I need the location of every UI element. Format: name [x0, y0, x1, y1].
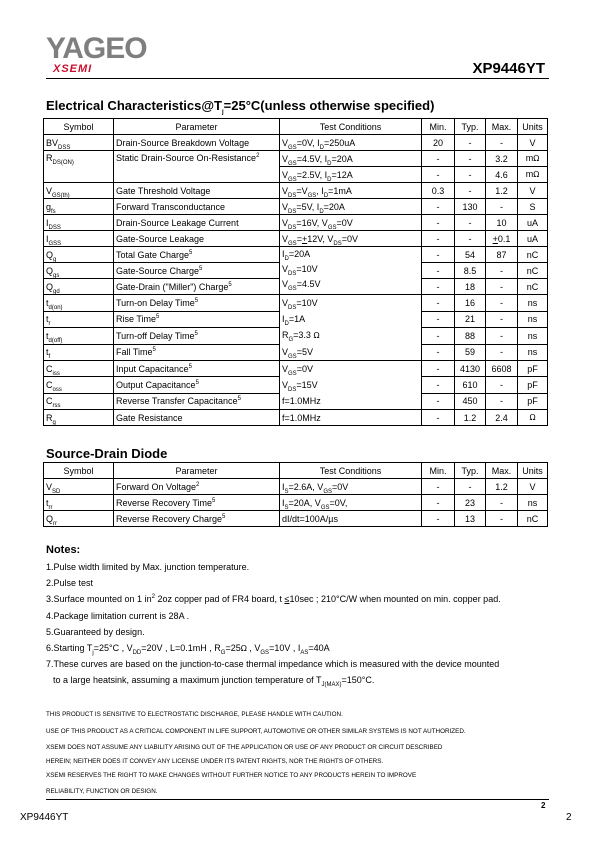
- legal-line: XSEMI DOES NOT ASSUME ANY LIABILITY ARISING OUT OF THE APPLICATION OR USE OF ANY PRODUCT OR CIRCUIT DESCRIBED: [46, 744, 443, 751]
- sd-title: Source-Drain Diode: [46, 446, 168, 461]
- table-row: $C_{rss}$ Reverse Transfer Capacitance$^5$ - 450 - pF: [44, 393, 548, 409]
- col-header: Test Conditions: [280, 119, 422, 135]
- company-logo-sub: XSEMI: [53, 63, 93, 75]
- col-header: Parameter: [114, 463, 280, 479]
- note-7-cont: to a large heatsink, assuming a maximum junction temperature of $T_{J(MAX)}=150^\circ C$.: [53, 675, 375, 688]
- table-header-row: [44, 463, 548, 479]
- footer-divider: [46, 799, 549, 800]
- table-row: $t_{rr}$ Reverse Recovery Time$^5$ $I_S=20A$, $V_{GS}=0V$, - 23 - ns: [44, 495, 548, 511]
- table-row: $t_{d(off)}$ Turn-off Delay Time$^5$ - 88 - ns: [44, 328, 548, 345]
- legal-line: THIS PRODUCT IS SENSITIVE TO ELECTROSTATIC DISCHARGE, PLEASE HANDLE WITH CAUTION.: [46, 711, 343, 718]
- legal-line: RELIABILITY, FUNCTION OR DESIGN.: [46, 788, 158, 795]
- table-row: $V_{GS}=2.5V$, $I_D=12A$ - - 4.6 mΩ: [44, 167, 548, 183]
- note-5: 5.Guaranteed by design.: [46, 627, 145, 637]
- col-header: Min.: [422, 463, 455, 479]
- col-header: Min.: [422, 119, 455, 135]
- col-header: Units: [518, 463, 548, 479]
- ec-title: Electrical $Characteristics@T_j=25^\circ C(unless$ otherwise specified): [46, 98, 435, 116]
- source-drain-table: [43, 462, 548, 527]
- part-number-header: XP9446YT: [472, 60, 545, 77]
- note-2: 2.Pulse test: [46, 578, 94, 588]
- legal-line: HEREIN; NEITHER DOES IT CONVEY ANY LICENSE UNDER ITS PATENT RIGHTS, NOR THE RIGHTS OF OTHERS.: [46, 758, 384, 765]
- table-row: $Q_{gd}$ Gate-Drain ("Miller") Charge$^5$ - 18 - nC: [44, 279, 548, 295]
- col-header: Typ.: [455, 119, 486, 135]
- table-row: $t_r$ Rise Time$^5$ - 21 - ns: [44, 311, 548, 328]
- table-row: $Q_{gs}$ Gate-Source Charge$^5$ - 8.5 - nC: [44, 263, 548, 279]
- table-row: $t_{d(on)}$ Turn-on Delay Time$^5$ $V_{DS}=10V$ $I_D=1A$ $R_G=3.3$ Ω $V_{GS}=5V$ - 16 - ns: [44, 295, 548, 312]
- header-divider: [46, 78, 549, 79]
- col-header: Symbol: [44, 119, 114, 135]
- table-row: $BV_{DSS}$ Drain-Source Breakdown Voltage $V_{GS}=0V$, $I_D=250uA$ 20 - - V: [44, 135, 548, 151]
- notes-title: Notes:: [46, 544, 81, 556]
- table-row: $I_{GSS}$ Gate-Source Leakage $V_{GS}=+12V$, $V_{DS}=0V$ - - +0.1 uA: [44, 231, 548, 247]
- note-4: 4.Package limitation current is 28A .: [46, 611, 190, 621]
- col-header: Max.: [486, 463, 518, 479]
- table-row: $t_f$ Fall Time$^5$ - 59 - ns: [44, 344, 548, 361]
- table-row: $C_{oss}$ Output Capacitance$^5$ - 610 - pF: [44, 377, 548, 393]
- table-row: $Q_g$ Total Gate Charge$^5$ $I_D=20A$ $V_{DS}=10V$ $V_{GS}=4.5V$ - 54 87 nC: [44, 247, 548, 263]
- electrical-characteristics-table: [43, 118, 548, 426]
- col-header: Units: [518, 119, 548, 135]
- table-row: $V_{SD}$ Forward On Voltage$^2$ $I_S=2.6A$, $V_{GS}=0V$ - - 1.2 V: [44, 479, 548, 495]
- table-row: $R_g$ Gate Resistance f=1.0MHz - 1.2 2.4 Ω: [44, 410, 548, 426]
- table-row: $Q_{rr}$ Reverse Recovery Charge$^5$ dI/dt=100A/µs - 13 - nC: [44, 511, 548, 527]
- table-row: $C_{iss}$ Input Capacitance$^5$ $V_{GS}=0V$ $V_{DS}=15V$ f=1.0MHz - 4130 6608 pF: [44, 361, 548, 377]
- table-row: $R_{DS(ON)}$ Static Drain-Source On-Resistance$^2$ $V_{GS}=4.5V$, $I_D=20A$ - - 3.2 mΩ: [44, 151, 548, 167]
- col-header: Test Conditions: [280, 463, 422, 479]
- note-7: 7.These curves are based on the junction-to-case thermal impedance which is measured with the device mounted: [46, 659, 500, 669]
- note-3: 3.Surface mounted on 1 $in^2$ 2oz copper pad of FR4 board, t ≤10sec ; 210°C/W when mounted on min. copper pad.: [46, 594, 501, 604]
- table-header-row: [44, 119, 548, 135]
- legal-line: USE OF THIS PRODUCT AS A CRITICAL COMPONENT IN LIFE SUPPORT, AUTOMOTIVE OR OTHER SIMILAR SYSTEMS IS NOT AUTHORIZED.: [46, 728, 466, 735]
- legal-line: XSEMI RESERVES THE RIGHT TO MAKE CHANGES WITHOUT FURTHER NOTICE TO ANY PRODUCTS HEREIN TO IMPROVE: [46, 772, 417, 779]
- col-header: Parameter: [114, 119, 280, 135]
- col-header: Max.: [486, 119, 518, 135]
- col-header: Typ.: [455, 463, 486, 479]
- col-header: Symbol: [44, 463, 114, 479]
- note-6: 6.Starting $T_j=25^\circ C$ , $V_{DD}=20V$ , L=0.1mH , $R_G=25\Omega$ , $V_{GS}=10V$ , $I_{AS}=40A$: [46, 643, 330, 656]
- footer-page-number: 2: [566, 812, 572, 823]
- footer-part-number: XP9446YT: [20, 812, 69, 823]
- table-row: $I_{DSS}$ Drain-Source Leakage Current $V_{DS}=16V$, $V_{GS}=0V$ - - 10 uA: [44, 215, 548, 231]
- page-number-small: 2: [541, 801, 546, 810]
- table-row: $V_{GS(th)}$ Gate Threshold Voltage $V_{DS}=V_{GS}$, $I_D=1mA$ 0.3 - 1.2 V: [44, 183, 548, 199]
- company-logo: YAGEO: [46, 32, 147, 65]
- table-row: $g_{fs}$ Forward Transconductance $V_{DS}=5V$, $I_D=20A$ - 130 - S: [44, 199, 548, 215]
- note-1: 1.Pulse width limited by Max. junction temperature.: [46, 562, 250, 572]
